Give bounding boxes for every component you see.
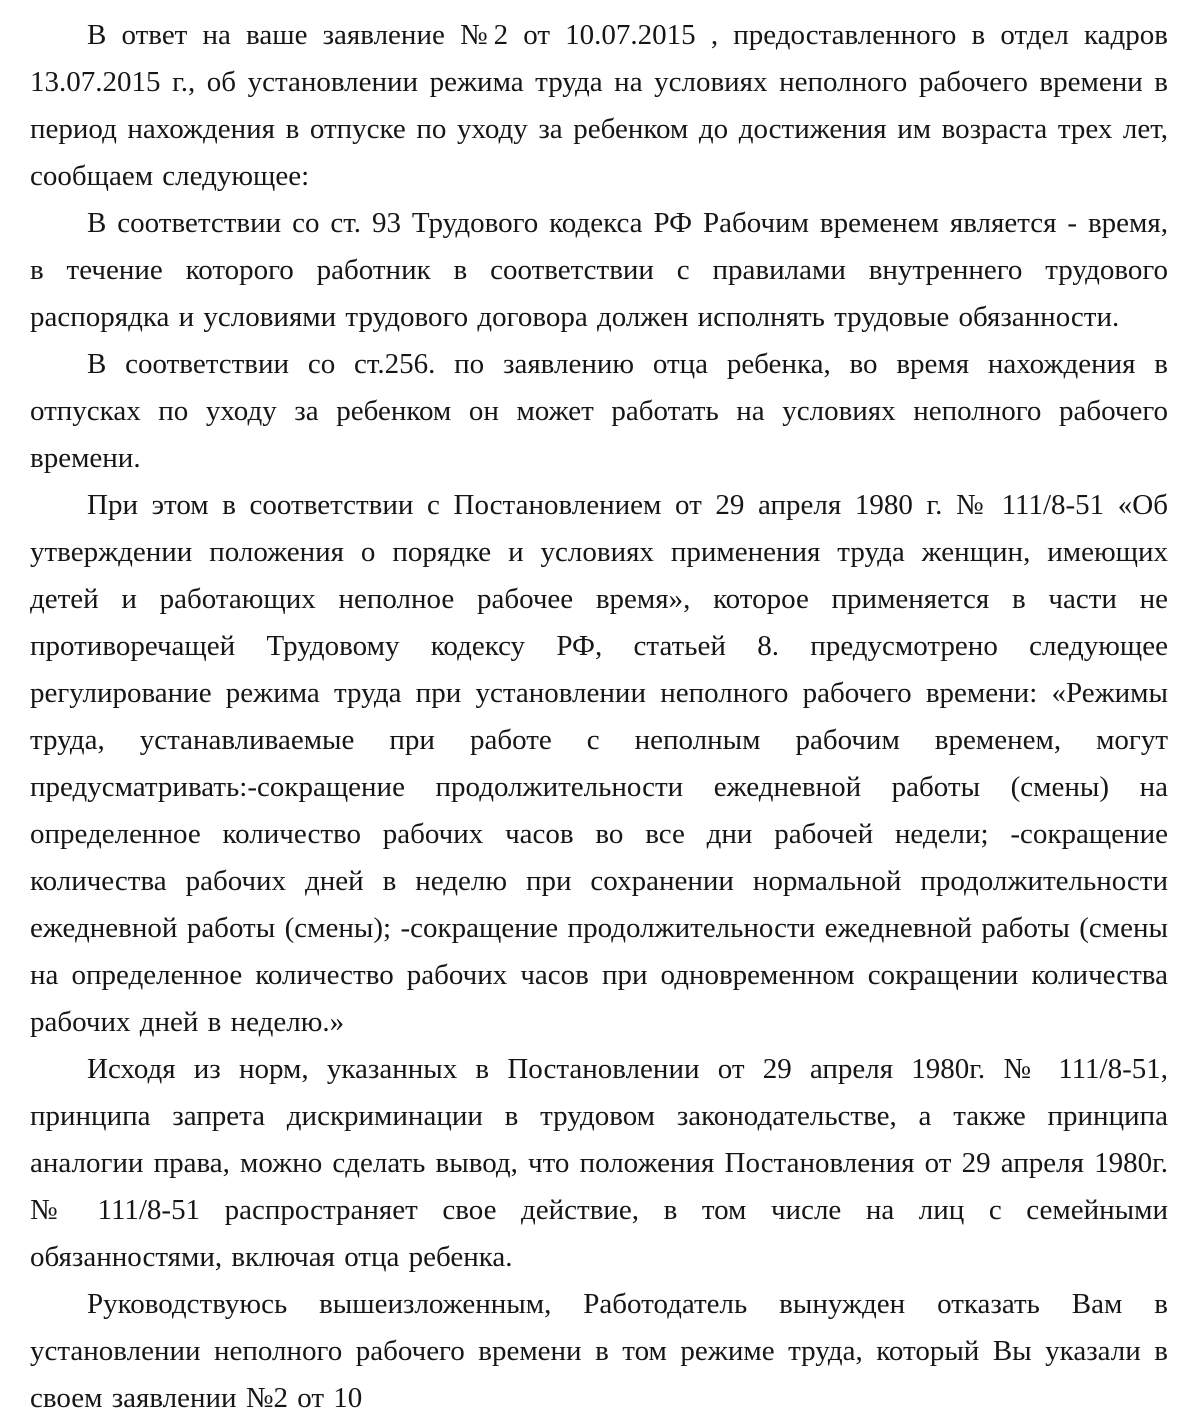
paragraph-article-256: В соответствии со ст.256. по заявлению отца ребенка, во время нахождения в отпусках по уходу за ребенком он может работать на условиях неполного рабочего времени. [30,348,1168,474]
paragraph-refusal: Руководствуюсь вышеизложенным, Работодатель вынужден отказать Вам в установлении неполного рабочего времени в том режиме труда, который Вы указали в своем заявлении №2 от 10 [30,1288,1168,1414]
paragraph-article-93: В соответствии со ст. 93 Трудового кодекса РФ Рабочим временем является - время, в течение которого работник в соответствии с правилами внутреннего трудового распорядка и условиями трудового договора должен исполнять трудовые обязанности. [30,207,1168,333]
paragraph-resolution-1980: При этом в соответствии с Постановлением от 29 апреля 1980 г. № 111/8-51 «Об утверждении положения о порядке и условиях применения труда женщин, имеющих детей и работающих неполное рабочее время», которое применяется в части не противоречащей Трудовому кодексу РФ, статьей 8. предусмотрено следующее регулирование режима труда при установлении неполного рабочего времени: «Режимы труда, устанавливаемые при работе с неполным рабочим временем, могут предусматривать:-сокращение продолжительности ежедневной работы (смены) на определенное количество рабочих часов во все дни рабочей недели; -сокращение количества рабочих дней в неделю при сохранении нормальной продолжительности ежедневной работы (смены); -сокращение продолжительности ежедневной работы (смены на определенное количество рабочих часов при одновременном сокращении количества рабочих дней в неделю.» [30,489,1168,1038]
paragraph-conclusion-principles: Исходя из норм, указанных в Постановлении от 29 апреля 1980г. № 111/8-51, принципа запрета дискриминации в трудовом законодательстве, а также принципа аналогии права, можно сделать вывод, что положения Постановления от 29 апреля 1980г. № 111/8-51 распространяет свое действие, в том числе на лиц с семейными обязанностями, включая отца ребенка. [30,1053,1168,1273]
paragraph-intro: В ответ на ваше заявление №2 от 10.07.2015 , предоставленного в отдел кадров 13.07.2015 г., об установлении режима труда на условиях неполного рабочего времени в период нахождения в отпуске по уходу за ребенком до достижения им возраста трех лет, сообщаем следующее: [30,19,1168,192]
